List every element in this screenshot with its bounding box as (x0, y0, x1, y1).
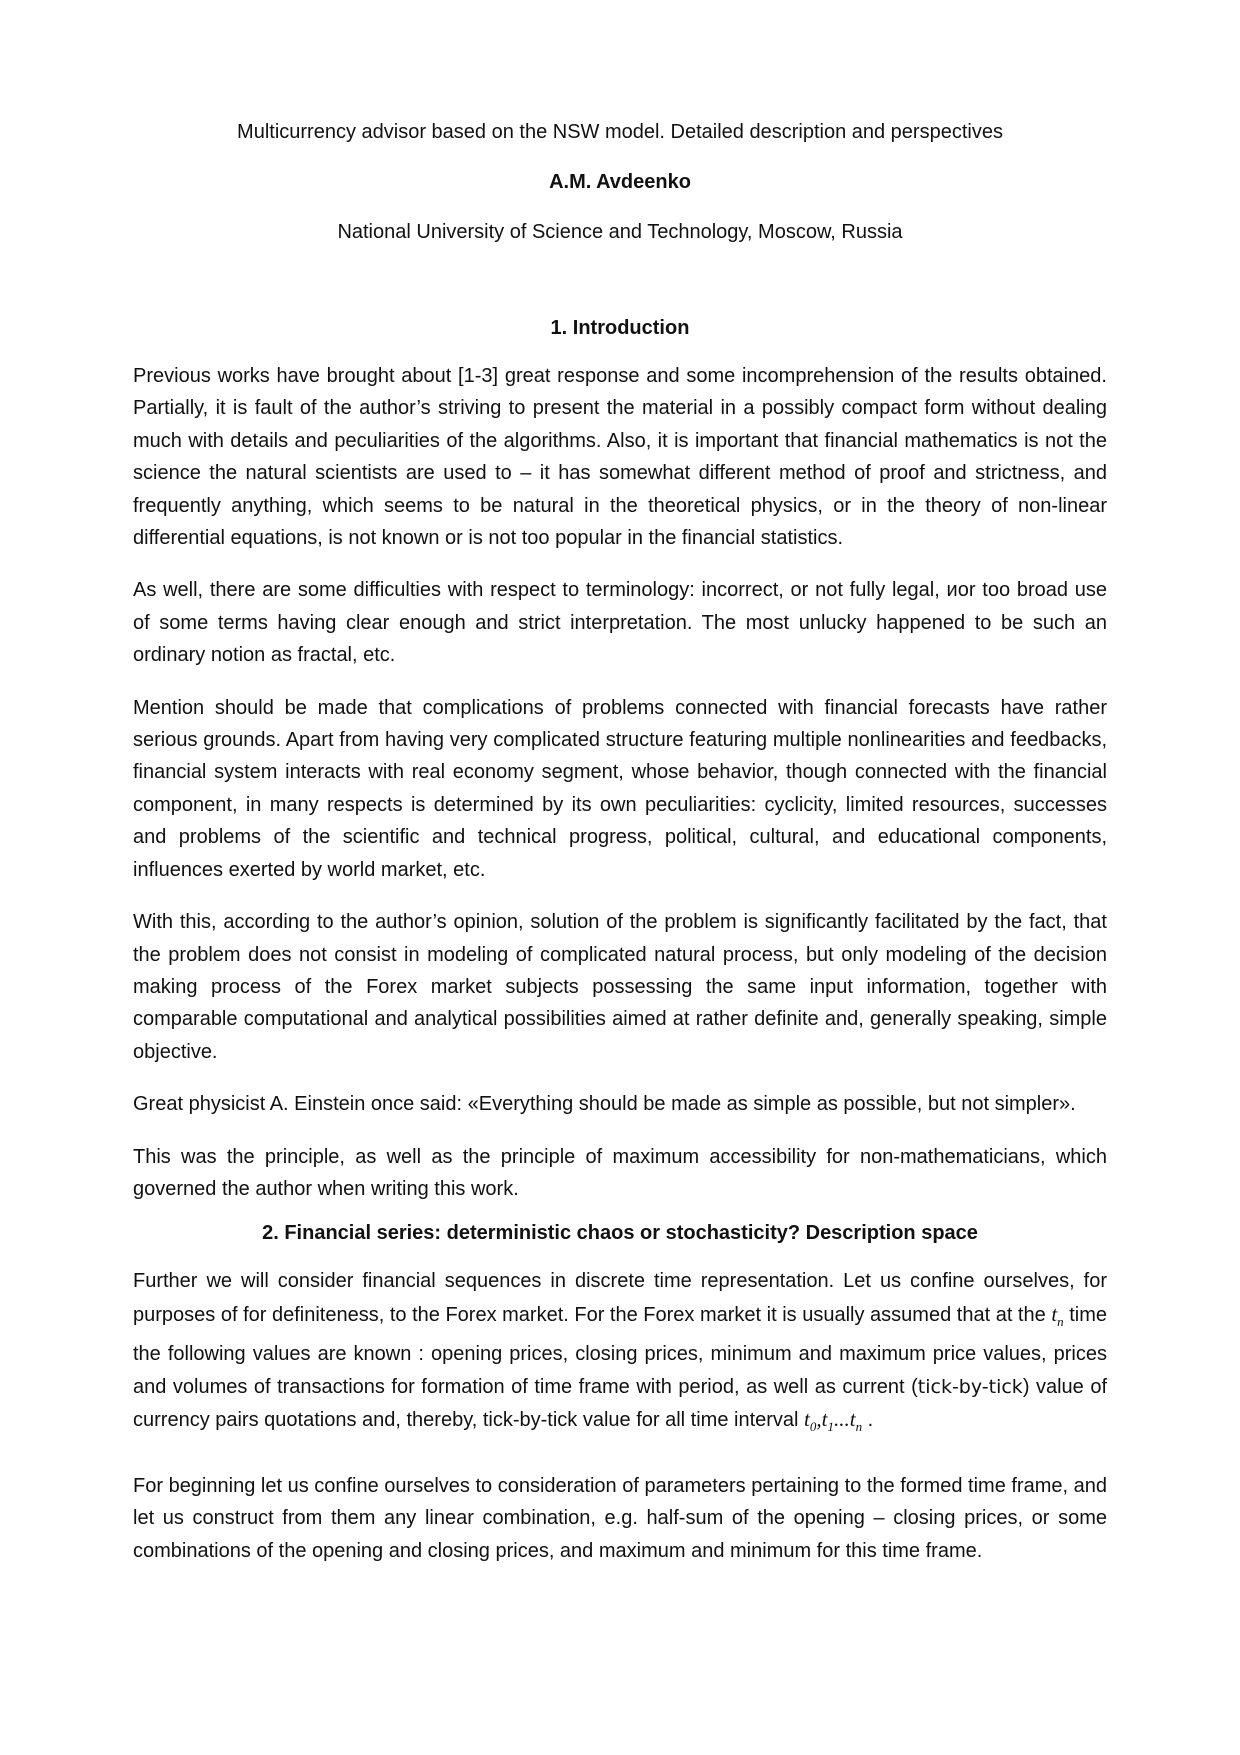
math-t-n (1051, 1301, 1064, 1329)
intro-paragraph-6: This was the principle, as well as the principle of maximum accessibility for non-mathematicians, which governed the author when writing this work. (133, 1145, 1107, 1200)
math-comma: , (816, 1407, 822, 1432)
tick-by-tick-term: tick-by-tick (917, 1375, 1023, 1398)
math-tn-sub: n (855, 1419, 863, 1435)
math-t-n-base: t (1051, 1301, 1058, 1326)
math-t-n-sub: n (1057, 1313, 1064, 1329)
section2-p1-text-d: . (862, 1409, 874, 1432)
intro-paragraph-3: Mention should be made that complications of problems connected with financial forecasts have rather serious grounds. Apart from having very complicated structure featuring multiple nonlinearities and feedbacks, financial system interacts with real economy segment, whose behavior, though connected with the financial component, in many respects is determined by its own peculiarities: cyclicity, limited resources, successes and problems of the scientific and technical progress, political, cultural, and educational components, influences exerted by world market, etc. (133, 696, 1107, 881)
section-heading-financial-series: 2. Financial series: deterministic chaos or stochasticity? Description space (262, 1222, 978, 1245)
math-tn-base: t (849, 1407, 856, 1432)
math-time-interval (804, 1407, 863, 1435)
section2-p1-text-b: time the following values are known : opening prices, closing prices, minimum and maximum price values, prices and volumes of transactions for formation of time frame with period, as well as current ( (133, 1303, 1108, 1398)
section2-p1-text-a: Further we will consider financial sequences in discrete time representation. Let us confine ourselves, for purposes of for definiteness, to the Forex market. For the Forex market it is usually assumed that at the (133, 1270, 1107, 1326)
section2-paragraph-2: For beginning let us confine ourselves to consideration of parameters pertaining to the formed time frame, and let us construct from them any linear combination, e.g. half-sum of the opening – closing prices, or some combinations of the opening and closing prices, and maximum and minimum for this time frame. (133, 1474, 1107, 1562)
section-heading-introduction: 1. Introduction (550, 317, 690, 339)
math-t1-base: t (821, 1407, 828, 1432)
math-t0-sub: 0 (809, 1419, 817, 1435)
intro-paragraph-4: With this, according to the author’s opinion, solution of the problem is significantly facilitated by the fact, that the problem does not consist in modeling of complicated natural process, but only modeling of the decision making process of the Forex market subjects possessing the same input information, together with comparable computational and analytical possibilities aimed at rather definite and, generally speaking, simple objective. (133, 911, 1107, 1063)
math-dots: ... (833, 1407, 850, 1432)
paper-title: Multicurrency advisor based on the NSW model. Detailed description and perspectives (237, 121, 1003, 143)
section2-paragraph-1 (133, 1265, 1107, 1443)
intro-paragraph-5: Great physicist A. Einstein once said: «Everything should be made as simple as possible, but not simpler». (133, 1093, 1076, 1116)
intro-paragraph-2: As well, there are some difficulties with respect to terminology: incorrect, or not fully legal, иor too broad use of some terms having clear enough and strict interpretation. The most unlucky happened to be such an ordinary notion as fractal, etc. (133, 579, 1107, 667)
paper-author: A.M. Avdeenko (549, 171, 691, 193)
paper-affiliation: National University of Science and Technology, Moscow, Russia (337, 221, 903, 243)
math-t1-sub: 1 (827, 1419, 834, 1435)
math-t0-base: t (804, 1407, 810, 1432)
intro-paragraph-1: Previous works have brought about [1-3] great response and some incomprehension of the results obtained. Partially, it is fault of the author’s striving to present the material in a possibly compact form without dealing much with details and peculiarities of the algorithms. Also, it is important that financial mathematics is not the science the natural scientists are used to – it has somewhat different method of proof and strictness, and frequently anything, which seems to be natural in the theoretical physics, or in the theory of non-linear differential equations, is not known or is not too popular in the financial statistics. (133, 365, 1107, 550)
section2-p1-text-c: ) value of currency pairs quotations and, thereby, tick-by-tick value for all time interval (133, 1375, 1108, 1432)
